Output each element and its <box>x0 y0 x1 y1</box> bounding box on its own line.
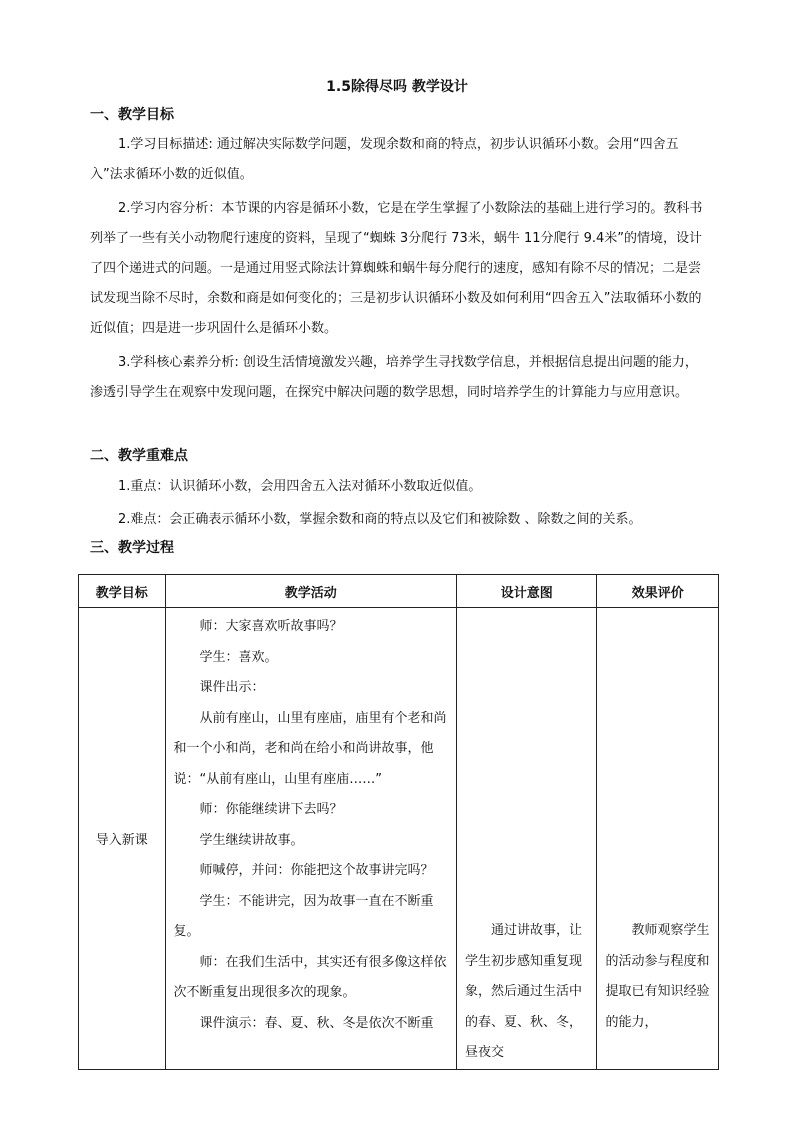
table-row <box>79 608 719 1070</box>
keypoint-paragraph-1: 1.重点：认识循环小数，会用四舍五入法对循环小数取近似值。 <box>118 479 482 494</box>
activity-line: 课件出示： <box>199 680 265 695</box>
document-title: 1.5除得尽吗 教学设计 <box>326 79 468 95</box>
table-header-row <box>79 575 719 608</box>
header-intent: 设计意图 <box>457 575 597 608</box>
activity-line: 学生：不能讲完，因为故事一直在不断重复。 <box>173 893 434 939</box>
evaluation-cell <box>597 608 719 1070</box>
activity-line: 师：大家喜欢听故事吗？ <box>199 619 343 634</box>
activity-line: 课件演示：春、夏、秋、冬是依次不断重 <box>199 1015 434 1031</box>
activity-line: 从前有座山，山里有座庙，庙里有个老和尚和一个小和尚，老和尚在给小和尚讲故事，他说：“从前有座山，山里有座庙……” <box>173 710 447 787</box>
keypoint-paragraph-2: 2.难点：会正确表示循环小数，掌握余数和商的特点以及它们和被除数 、除数之间的关系。 <box>118 512 642 527</box>
activity-line: 师：在我们生活中，其实还有很多像这样依次不断重复出现很多次的现象。 <box>173 954 447 1000</box>
section-heading-keypoints: 二、教学重难点 <box>90 448 188 464</box>
activity-line: 师：你能继续讲下去吗？ <box>199 802 343 817</box>
activity-line: 学生：喜欢。 <box>199 649 278 665</box>
goal-paragraph-1: 1.学习目标描述: 通过解决实际数学问题，发现余数和商的特点，初步认识循环小数。会用“四舍五入”法求循环小数的近似值。 <box>90 137 679 182</box>
goal-paragraph-2: 2.学习内容分析：本节课的内容是循环小数，它是在学生掌握了小数除法的基础上进行学习的。教科书列举了一些有关小动物爬行速度的资料，呈现了“蜘蛛 3分爬行 73米，蜗牛 11分爬行 9.4米”的情境，设计了四个递进式的问题。一是通过用竖式除法计算蜘蛛和蜗牛每分爬行的速度，感知有除不尽的情况；二是尝试发现当除不尽时，余数和商是如何变化的；三是初步认识循环小数及如何利用“四舍五入”法取循环小数的近似值；四是进一步巩固什么是循环小数。 <box>90 201 703 336</box>
activity-line: 学生继续讲故事。 <box>199 832 304 848</box>
evaluation-text: 教师观察学生的活动参与程度和提取已有知识经验的能力， <box>605 923 710 1030</box>
section-heading-process: 三、教学过程 <box>90 540 174 556</box>
intent-cell <box>457 608 597 1070</box>
intent-text: 通过讲故事，让学生初步感知重复现象，然后通过生活中的春、夏、秋、冬，昼夜交 <box>465 923 583 1060</box>
header-evaluation: 效果评价 <box>597 575 719 608</box>
activity-cell <box>165 608 457 1070</box>
goal-cell: 导入新课 <box>79 608 166 1070</box>
process-table <box>78 574 719 1070</box>
header-goal: 教学目标 <box>79 575 166 608</box>
section-heading-goals: 一、教学目标 <box>90 107 174 123</box>
goal-paragraph-3: 3.学科核心素养分析: 创设生活情境激发兴趣，培养学生寻找数学信息，并根据信息提出问题的能力，渗透引导学生在观察中发现问题，在探究中解决问题的数学思想，同时培养学生的计算能力与应用意识。 <box>90 355 698 400</box>
activity-line: 师喊停，并问：你能把这个故事讲完吗？ <box>199 863 434 878</box>
header-activity: 教学活动 <box>165 575 457 608</box>
